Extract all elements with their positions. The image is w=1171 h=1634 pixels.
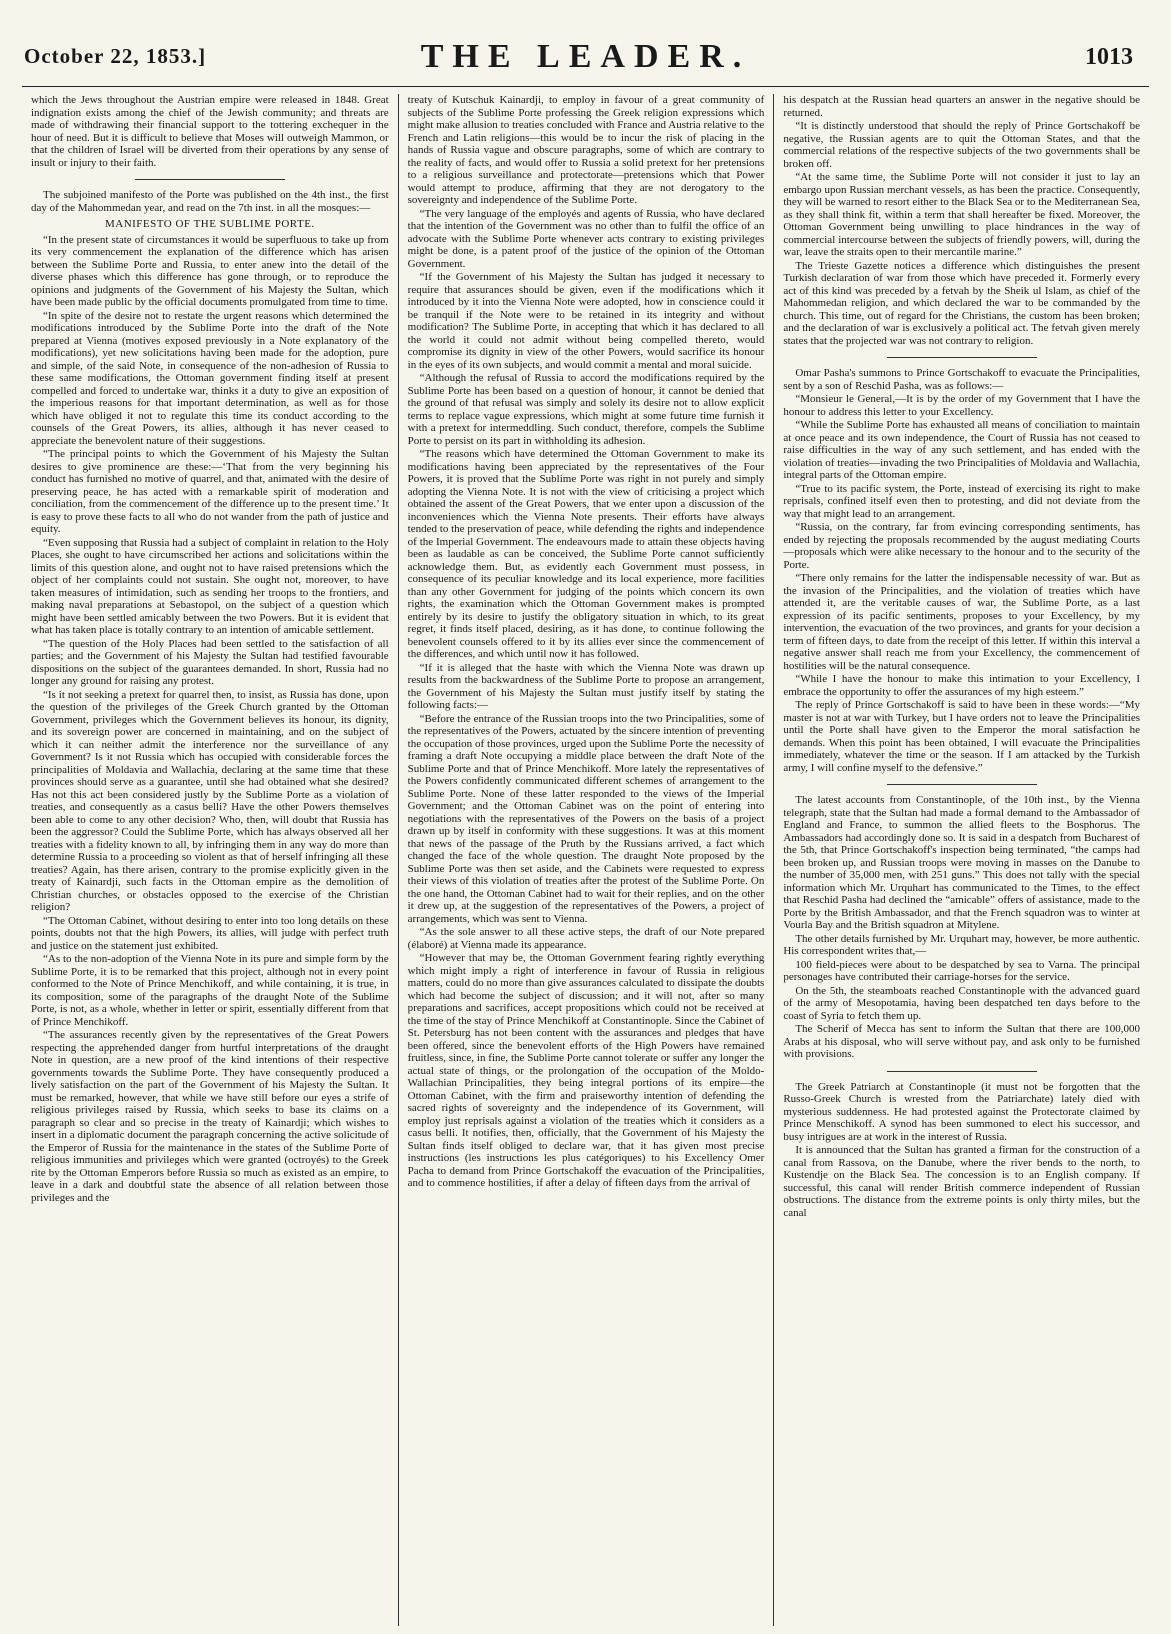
paragraph: “At the same time, the Sublime Porte will not consider it just to lay an embargo upon Russian merchant vessels, as has been the practice. Consequently, they will be warned to resort either to the Black Sea or to the Mediterranean Sea, as they shall think fit, within a term that shall hereafter be fixed. Moreover, the Ottoman Government being unwilling to place hindrances in the way of commercial intercourse between the subjects of friendly powers, will, during the war, leave the straits open to their mercantile marine.” — [783, 171, 1140, 258]
paragraph: “If it is alleged that the haste with which the Vienna Note was drawn up results from the backwardness of the Sublime Porte to propose an arrangement, the Government of his Majesty the Sultan must justify itself by stating the following facts:— — [407, 661, 765, 711]
paragraph: The other details furnished by Mr. Urquhart may, however, be more authentic. His correspondent writes that,— — [783, 932, 1140, 957]
paragraph: “The assurances recently given by the representatives of the Great Powers respecting the apprehended danger from hurtful interpretations of the draught Note in question, are a new proof of the kind intentions of their respective governments towards the Sublime Porte. They have consequently produced a lively satisfaction on the part of the Government of his Majesty the Sultan. It must be remarked, however, that while we have still before our eyes a strife of religious privileges raised by Russia, which seeks to base its claims on a paragraph so clear and so precise in the treaty of Kainardji; which wishes to insert in a diplomatic document the paragraph concerning the active solicitude of the Emperor of Russia for the maintenance in the states of the Sublime Porte of religious immunities and privileges which were granted (octroyés) to the Greek rite by the Ottoman Emperors before Russia so much as existed as an empire, to leave in a dark and doubtful state the absence of all relation between those privileges and the — [31, 1029, 389, 1204]
section-divider — [135, 179, 285, 180]
paragraph: “Is it not seeking a pretext for quarrel then, to insist, as Russia has done, upon the question of the privileges of the Greek Church granted by the Ottoman Government, privileges which the Government believes its honour, its dignity, and its sovereign power are concerned in maintaining, and on the subject of which it can neither admit the interference nor the surveillance of any Government? Is it not Russia which has occupied with considerable forces the principalities of Moldavia and Wallachia, declaring at the same time that these provinces should serve as a guarantee, until she had obtained what she desired? Has not this act been considered justly by the Sublime Porte as a violation of treaties, and consequently as a casus belli? Have the other Powers themselves been able to come to any other decision? Who, then, will doubt that Russia has been the aggressor? Could the Sublime Porte, which has always observed all her treaties with a fidelity known to all, by infringing them in any way do more than determine Russia to a proceeding so violent as that of herself infringing all these treaties? Again, has there arisen, contrary to the promise explicitly given in the treaty of Kainardji, such facts in the Ottoman empire as the demolition of Christian churches, or obstacles opposed to the exercise of the Christian religion? — [31, 688, 389, 913]
paragraph: “The principal points to which the Government of his Majesty the Sultan desires to give prominence are these:—‘That from the very beginning his conduct has furnished no motive of quarrel, and that, animated with the desire of preserving peace, he has acted with a remarkable spirit of moderation and conciliation, from the commencement of the difference up to the present time.’ It is easy to prove these facts to all who do not wander from the path of justice and equity. — [31, 448, 389, 535]
section-divider — [887, 784, 1037, 785]
paragraph: treaty of Kutschuk Kainardji, to employ in favour of a great community of subjects of the Sublime Porte professing the Greek religion expressions which might make allusion to treaties concluded with France and Austria relative to the French and Latin religions—this would be to incur the risk of placing in the hands of Russia vague and obscure paragraphs, some of which are contrary to the reality of facts, and would offer to Russia a solid pretext for her pretensions to a religious surveillance and protectorate—pretensions which that Power would attempt to produce, affirming that they are not derogatory to the sovereignty and independence of the Sublime Porte. — [407, 94, 765, 206]
manifesto-heading: MANIFESTO OF THE SUBLIME PORTE. — [104, 218, 315, 230]
paragraph: “As to the non-adoption of the Vienna Note in its pure and simple form by the Sublime Porte, it is to be remarked that this project, although not in every point conformed to the Note of Prince Menchikoff, and while containing, it is true, in its composition, some of the paragraphs of the draught Note of the Sublime Porte, is not, as a whole, whether in letter or spirit, essentially different from that of Prince Menchikoff. — [31, 953, 389, 1028]
paragraph: “However that may be, the Ottoman Government fearing rightly everything which might imply a right of interference in favour of Russia in religious matters, could do no more than give assurances calculated to dissipate the doubts which had become the subject of discussion; and it will not, after so many preparations and sacrifices, accept propositions which could not be received at the time of the stay of Prince Menchikoff at Constantinople. Since the Cabinet of St. Petersburg has not been content with the assurances and pledges that have been offered, since the benevolent efforts of the High Powers have remained fruitless, since, in fine, the Sublime Porte cannot tolerate or suffer any longer the actual state of things, or the prolongation of the occupation of the Moldo-Wallachian Principalities, they being integral portions of its empire—the Ottoman Cabinet, with the firm and praiseworthy intention of defending the sacred rights of sovereignty and the independence of its Government, will employ just reprisals against a violation of the treaties which it considers as a casus belli. It notifies, then, officially, that the Government of his Majesty the Sultan finds itself obliged to declare war, that it has given most precise instructions (les instructions les plus catégoriques) to his Excellency Omer Pacha to demand from Prince Gortschakoff the evacuation of the Principalities, and to commence hostilities, if after a delay of fifteen days from the arrival of — [407, 952, 765, 1189]
paragraph: “In spite of the desire not to restate the urgent reasons which determined the modifications introduced by the Sublime Porte into the draft of the Note prepared at Vienna (motives exposed previously in a Note explanatory of the modifications), yet new solicitations having been made for the adoption, pure and simple, of the said Note, in consequence of the non-adhesion of Russia to these same modifications, the Ottoman government finding itself at present compelled and forced to undertake war, thinks it a duty to give an exposition of the imperious reasons for that important determination, as well as for those which have obliged it not to regulate this time its conduct according to the counsels of the Great Powers, its allies, although it has never ceased to appreciate the benevolent nature of their suggestions. — [31, 309, 389, 447]
paragraph: “The Ottoman Cabinet, without desiring to enter into too long details on these points, doubts not that the high Powers, its allies, will judge with perfect truth and justice on the statement just exhibited. — [31, 914, 389, 952]
paragraph: “As the sole answer to all these active steps, the draft of our Note prepared (élaboré) at Vienna made its appearance. — [407, 926, 765, 951]
paragraph: “True to its pacific system, the Porte, instead of exercising its right to make reprisals, confined itself even then to protesting, and did not deviate from the way that might lead to an arrangement. — [783, 482, 1140, 520]
paragraph: The reply of Prince Gortschakoff is said to have been in these words:—“My master is not at war with Turkey, but I have orders not to leave the Principalities until the Porte shall have given to the Emperor the moral satisfaction he demands. When this point has been obtained, I will evacuate the Principalities immediately, whatever the time or the season. If I am attacked by the Turkish army, I will confine myself to the defensive.” — [783, 699, 1140, 774]
masthead-rule — [22, 86, 1149, 87]
issue-date: October 22, 1853.] — [24, 44, 207, 68]
paragraph: “There only remains for the latter the indispensable necessity of war. But as the invasion of the Principalities, and the violation of treaties which have attended it, are the veritable causes of war, the Sublime Porte, as a last expression of its pacific sentiments, proposes to your Excellency, by my intervention, the evacuation of the two provinces, and grants for your decision a term of fifteen days, to date from the receipt of this letter. If within this interval a negative answer shall reach me from your Excellency, the commencement of hostilities will be the natural consequence. — [783, 572, 1140, 672]
paragraph: “The reasons which have determined the Ottoman Government to make its modifications having been appreciated by the representatives of the Four Powers, it is proved that the Sublime Porte was right in not purely and simply adopting the Vienna Note. It is not with the view of criticising a project which obtained the assent of the Great Powers, that we enter upon a discussion of the inconveniences which the Vienna Note presents. Their efforts have always tended to the preservation of peace, while defending the rights and independence of the Imperial Government. The endeavours made to attain these objects having been as laudable as can be conceived, the Sublime Porte cannot sufficiently acknowledge them. But, as evidently each Government must possess, in consequence of its peculiar knowledge and its local experience, more facilities than any other Government for judging of the points which concern its own rights, the examination which the Ottoman Government makes is prompted entirely by its desire to justify the obligatory situation in which, to its great regret, it finds itself placed, desiring, as it has done, to continue following the benevolent counsels offered to it by its allies ever since the commencement of the differences, and which until now it has followed. — [407, 448, 765, 660]
paragraph: “Before the entrance of the Russian troops into the two Principalities, some of the representatives of the Powers, actuated by the sincere intention of preventing the occupation of those provinces, urged upon the Sublime Porte the necessity of framing a draft Note occupying a middle place between the draft Note of the Sublime Porte and that of Prince Menchikoff. More lately the representatives of the Powers confidently communicated different schemes of arrangement to the Sublime Porte. None of these latter responded to the views of the Imperial Government; and the Ottoman Cabinet was on the point of entering into negotiations with the representatives of the Powers on the basis of a project drawn up by itself in conformity with these suggestions. It was at this moment that news of the passage of the Pruth by the Russians arrived, a fact which changed the face of the whole question. The draught Note proposed by the Sublime Porte was then set aside, and the Cabinets were requested to express their views of this violation of treaties after the protest of the Sublime Porte. On the one hand, the Ottoman Cabinet had to wait for their replies, and on the other it drew up, at the suggestion of the representatives of the Powers, a project of arrangements, which was sent to Vienna. — [407, 712, 765, 925]
paragraph: “Although the refusal of Russia to accord the modifications required by the Sublime Porte has been based on a question of honour, it cannot be denied that the ground of that refusal was simply and solely its desire not to allow explicit terms to replace vague expressions, which might at some future time furnish it with a pretext for intermeddling. Such conduct, therefore, compels the Sublime Porte to persist on its part in withholding its adhesion. — [407, 372, 765, 447]
paragraph: “While the Sublime Porte has exhausted all means of conciliation to maintain at once peace and its own independence, the Court of Russia has not ceased to raise difficulties in the way of any such settlement, and has ended with the violation of treaties—invading the two Principalities of Moldavia and Wallachia, integral parts of the Ottoman empire. — [783, 419, 1140, 481]
newspaper-title: THE LEADER. — [420, 38, 751, 75]
masthead — [0, 0, 1171, 86]
paragraph: “Even supposing that Russia had a subject of complaint in relation to the Holy Places, she ought to have circumscribed her actions and solicitations within the limits of this question alone, and ought not to have raised pretensions which the object of her complaints could not sustain. She ought not, moreover, to have taken measures of intimidation, such as sending her troops to the frontiers, and making naval preparations at Sebastopol, on the subject of a question which might have been settled amicably between the two Powers. But it is evident that what has taken place is totally contrary to an intention of amicable settlement. — [31, 536, 389, 636]
paragraph: “In the present state of circumstances it would be superfluous to take up from its very commencement the explanation of the difference which has arisen between the Sublime Porte and Russia, to enter anew into the detail of the diverse phases which this difference has gone through, or to reproduce the opinions and judgments of the Government of his Majesty the Sultan, which have been made public by the official documents promulgated from time to time. — [31, 233, 389, 308]
article-columns — [22, 94, 1149, 1626]
column-2 — [398, 94, 774, 1626]
paragraph: Omar Pasha's summons to Prince Gortschakoff to evacuate the Principalities, sent by a son of Reschid Pasha, was as follows:— — [783, 367, 1140, 392]
column-1 — [22, 94, 398, 1626]
paragraph: “The very language of the employés and agents of Russia, who have declared that the intention of the Government was no other than to fulfil the office of an advocate with the Sublime Porte whenever acts contrary to existing privileges might be done, is a patent proof of the justice of the opinion of the Ottoman Government. — [407, 207, 765, 270]
paragraph: The latest accounts from Constantinople, of the 10th inst., by the Vienna telegraph, state that the Sultan had made a formal demand to the Ambassador of England and France, to summon the allied fleets to the Bosphorus. The Ambassadors had accordingly done so. It is said in a despatch from Bucharest of the 5th, that Prince Gortschakoff's inspection being terminated, “the camps had been broken up, and Russian troops were moving in masses on the Danube to the number of 35,000 men, with 251 guns.” This does not tally with the special information which Mr. Urquhart has communicated to the Times, to the effect that Reschid Pasha had declined the “amicable” offers of assistance, made to the Porte by the British Ambassador, and that the French squadron was to winter at Vourla Bay and the British squadron at Mitylene. — [783, 794, 1140, 931]
paragraph: his despatch at the Russian head quarters an answer in the negative should be returned. — [783, 94, 1140, 119]
paragraph: which the Jews throughout the Austrian empire were released in 1848. Great indignation exists among the chief of the Jewish community; and threats are made of withdrawing their financial support to the tottering exchequer in the hour of need. But it is difficult to believe that Moses will outweigh Mammon, or that the children of Israel will be diverted from their operations by any sense of insult or injury to their faith. — [31, 94, 389, 169]
page-number: 1013 — [1085, 44, 1133, 70]
paragraph: “It is distinctly understood that should the reply of Prince Gortschakoff be negative, the Russian agents are to quit the Ottoman States, and that the commercial relations of the respective subjects of the two governments shall be broken off. — [783, 120, 1140, 170]
paragraph: The subjoined manifesto of the Porte was published on the 4th inst., the first day of the Mahommedan year, and read on the 7th inst. in all the mosques:— — [31, 189, 389, 214]
paragraph: “The question of the Holy Places had been settled to the satisfaction of all parties; and the Government of his Majesty the Sultan had testified favourable dispositions on the subject of the guarantees demanded. In short, Russia had no longer any ground for raising any protest. — [31, 637, 389, 687]
paragraph: 100 field-pieces were about to be despatched by sea to Varna. The principal personages have contributed their carriage-horses for the service. — [783, 958, 1140, 983]
paragraph: “Russia, on the contrary, far from evincing corresponding sentiments, has ended by rejecting the proposals recommended by the august mediating Courts—proposals which were alike necessary to the honour and to the security of the Porte. — [783, 521, 1140, 571]
paragraph: The Greek Patriarch at Constantinople (it must not be forgotten that the Russo-Greek Church is wrested from the Patriarchate) lately died with mysterious suddenness. He had protested against the Protectorate claimed by Prince Menschikoff. A synod has been summoned to elect his successor, and busy intrigues are at work in the interest of Russia. — [783, 1080, 1140, 1143]
section-divider — [887, 1071, 1037, 1072]
paragraph: On the 5th, the steamboats reached Constantinople with the advanced guard of the army of Mesopotamia, having been despatched ten days before to the coast of Syria to fetch them up. — [783, 984, 1140, 1022]
paragraph: It is announced that the Sultan has granted a firman for the construction of a canal from Rassova, on the Danube, where the river bends to the north, to Kustendje on the Black Sea. The concession is to an English company. If successful, this canal will render British commerce independent of Russian obstructions. The distance from the extreme points is only thirty miles, but the canal — [783, 1144, 1140, 1219]
section-divider — [887, 357, 1037, 358]
paragraph: The Scherif of Mecca has sent to inform the Sultan that there are 100,000 Arabs at his disposal, who will serve without pay, and ask only to be furnished with provisions. — [783, 1023, 1140, 1060]
paragraph: “Monsieur le General,—It is by the order of my Government that I have the honour to address this letter to your Excellency. — [783, 393, 1140, 418]
column-3 — [773, 94, 1149, 1626]
paragraph: “While I have the honour to make this intimation to your Excellency, I embrace the opportunity to offer the assurances of my high esteem.” — [783, 673, 1140, 698]
paragraph: The Trieste Gazette notices a difference which distinguishes the present Turkish declaration of war from those which have preceded it. Formerly every act of this kind was preceded by a fetvah by the Sheik ul Islam, as chief of the Mahommedan religion, and which declared the war to be commanded by the church. This time, out of regard for the Christians, the custom has been broken; and the declaration of war is exclusively a political act. The fetvah given merely states that the projected war was not contrary to religion. — [783, 259, 1140, 347]
paragraph: “If the Government of his Majesty the Sultan has judged it necessary to require that assurances should be given, even if the modifications which it introduced by it into the Vienna Note were adopted, how in conscience could it be tranquil if the Note were to be retained in its integrity and without modification? The Sublime Porte, in accepting that which it has declared to all the world it could not admit without being compelled thereto, would compromise its dignity in view of the other Powers, would sacrifice its honour in the eyes of its own subjects, and would commit a mental and moral suicide. — [407, 271, 765, 371]
